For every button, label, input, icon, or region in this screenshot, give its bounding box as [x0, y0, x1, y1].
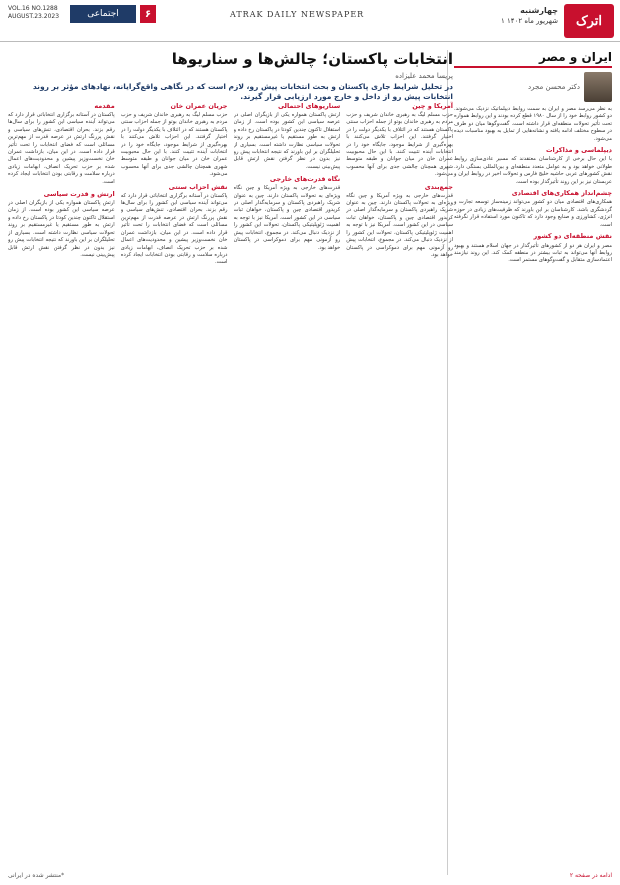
source-note: *منتشر شده در ایرانی [8, 872, 65, 879]
subhead: جمع‌بندی [424, 182, 453, 191]
author-row [454, 72, 612, 102]
volume-number: VOL.16 NO.1288 [8, 5, 58, 12]
subhead: نگاه قدرت‌های خارجی [269, 175, 341, 184]
column-text: پاکستان در آستانه برگزاری انتخاباتی قرار دارد که می‌تواند آینده سیاسی این کشور را برای سال‌ها رقم بزند. بحران اقتصادی، تنش‌های سیاسی و نقش پررنگ ارتش در عرصه قدرت از مهم‌ترین مسائلی است که فضای انتخابات را تحت تأثیر قرار داده است. در این میان، بازداشت عمران خان نخست‌وزیر پیشین و محدودیت‌های اعمال شده بر حزب تحریک انصاف، ابهامات زیادی درباره سلامت و رقابتی بودن انتخابات ایجاد کرده است. [120, 192, 228, 266]
column-title: ایران و مصر [454, 50, 612, 68]
day-line: چهارشنبه [520, 6, 558, 15]
continued-note: ادامه در صفحه ۲ [569, 872, 612, 879]
subhead: سناریوهای احتمالی [277, 102, 341, 110]
page-header [0, 0, 620, 42]
column-text: حزب مسلم لیگ به رهبری خاندان شریف و حزب مردم به رهبری خاندان بوتو از جمله احزاب سنتی پاکستان هستند که در ائتلاف با یکدیگر دولت را در اختیار گرفتند. این احزاب تلاش می‌کنند با بهره‌گیری از شرایط موجود، جایگاه خود را در انتخابات آینده تثبیت کنند. با این حال محبوبیت عمران خان در میان جوانان و طبقه متوسط شهری همچنان چالشی جدی برای آنها محسوب می‌شود. [120, 112, 228, 178]
article-column-4 [346, 98, 453, 873]
article-column-1 [8, 98, 115, 873]
volume-info [8, 5, 59, 21]
article-author: پریسا محمد علیزاده [395, 72, 453, 80]
logo-text: اترک [575, 13, 603, 29]
article-title: انتخابات پاکستان؛ چالش‌ها و سناریوها [171, 50, 453, 68]
subhead: جریان عمران خان [170, 102, 228, 110]
article-columns [8, 98, 453, 873]
author-photo [584, 72, 612, 102]
subhead: ارتش و قدرت سیاسی [43, 190, 115, 199]
paragraph: به نظر می‌رسد مصر و ایران به سمت روابط دیپلماتیک نزدیک می‌شوند. دو کشور روابط خود را از سال ۱۹۸۰ قطع کرده بودند و این روابط همواره تحت تأثیر تحولات منطقه‌ای قرار داشته است. گفت‌وگوها میان دو طرف در سطوح مختلف ادامه یافته و نشانه‌هایی از تمایل به بهبود مناسبات دیده می‌شود. [454, 106, 612, 142]
paragraph: مصر و ایران هر دو از کشورهای تأثیرگذار در جهان اسلام هستند و بهبود روابط آنها می‌تواند به ثبات بیشتر در منطقه کمک کند. این روند نیازمند اعتمادسازی متقابل و گفت‌وگوهای مستمر است. [454, 242, 612, 264]
newspaper-logo [564, 4, 614, 38]
paragraph: همکاری‌های اقتصادی میان دو کشور می‌تواند زمینه‌ساز توسعه تجارت و گردشگری باشد. کارشناسان بر این باورند که ظرفیت‌های زیادی در حوزه انرژی، کشاورزی و صنایع وجود دارد که تاکنون مورد استفاده قرار نگرفته است. [454, 199, 612, 228]
article-column-2 [121, 98, 228, 873]
issue-date [501, 6, 558, 26]
subhead: آمریکا و چین [412, 102, 453, 110]
date-fa: ۱ شهریور ماه ۱۴۰۲ [501, 17, 558, 25]
subhead: مقدمه [94, 102, 115, 110]
masthead-english: ATRAK DAILY NEWSPAPER [230, 10, 365, 19]
article-column-3 [234, 98, 341, 873]
subhead: دیپلماسی و مذاکرات [545, 146, 612, 155]
section-label: اجتماعی [70, 5, 136, 23]
iran-egypt-column [454, 50, 612, 880]
subhead: نقش منطقه‌ای دو کشور [533, 232, 612, 241]
column-body [454, 106, 612, 265]
subhead: چشم‌انداز همکاری‌های اقتصادی [511, 189, 612, 198]
column-text: پاکستان در آستانه برگزاری انتخاباتی قرار دارد که می‌تواند آینده سیاسی این کشور را برای سال‌ها رقم بزند. بحران اقتصادی، تنش‌های سیاسی و نقش پررنگ ارتش در عرصه قدرت از مهم‌ترین مسائلی است که فضای انتخابات را تحت تأثیر قرار داده است. در این میان، بازداشت عمران خان نخست‌وزیر پیشین و محدودیت‌های اعمال شده بر حزب تحریک انصاف، ابهامات زیادی درباره سلامت و رقابتی بودن انتخابات ایجاد کرده است. [8, 112, 115, 185]
column-text: قدرت‌های خارجی به ویژه آمریکا و چین نگاه ویژه‌ای به تحولات پاکستان دارند. چین به عنوان شریک راهبردی پاکستان و سرمایه‌گذار اصلی در کریدور اقتصادی چین و پاکستان، خواهان ثبات سیاسی در این کشور است. آمریکا نیز با توجه به اهمیت ژئوپلیتیکی پاکستان، تحولات این کشور را از نزدیک دنبال می‌کند. در مجموع، انتخابات پیش رو آزمونی مهم برای دموکراسی در پاکستان خواهد بود. [346, 192, 453, 258]
paragraph: با این حال برخی از کارشناسان معتقدند که مسیر عادی‌سازی روابط طولانی خواهد بود و به عوامل متعدد منطقه‌ای و بین‌المللی بستگی دارد. نقش کشورهای عربی حاشیه خلیج فارس و تحولات اخیر در روابط ایران و عربستان نیز بر این روند تأثیرگذار بوده است. [454, 156, 612, 185]
subhead: نقش احزاب سنتی [168, 182, 228, 191]
author-name: دکتر محسن مجرد [528, 83, 580, 91]
date-en: AUGUST.23.2023 [8, 13, 60, 20]
main-article [8, 50, 453, 880]
column-text: ارتش پاکستان همواره یکی از بازیگران اصلی در عرصه سیاسی این کشور بوده است. از زمان استقلال تاکنون چندین کودتا در پاکستان رخ داده و ارتش به طور مستقیم یا غیرمستقیم بر روند تحولات سیاسی نظارت داشته است. بسیاری از تحلیلگران بر این باورند که نتیجه انتخابات پیش رو نیز بدون در نظر گرفتن نقش ارتش قابل پیش‌بینی نیست. [8, 200, 115, 258]
page-number: ۶ [140, 5, 156, 23]
article-lead: در تحلیل شرایط جاری پاکستان و بحث انتخابات پیش رو، لازم است که در نگاهی واقع‌گرایانه، نهادهای مؤثر بر روند انتخابات پیش رو از داخل و خارج مورد ارزیابی قرار گیرند. [32, 82, 453, 101]
column-text: ارتش پاکستان همواره یکی از بازیگران اصلی در عرصه سیاسی این کشور بوده است. از زمان استقلال تاکنون چندین کودتا در پاکستان رخ داده و ارتش به طور مستقیم یا غیرمستقیم بر روند تحولات سیاسی نظارت داشته است. بسیاری از تحلیلگران بر این باورند که نتیجه انتخابات پیش رو نیز بدون در نظر گرفتن نقش ارتش قابل پیش‌بینی نیست. [233, 112, 341, 170]
column-text: حزب مسلم لیگ به رهبری خاندان شریف و حزب مردم به رهبری خاندان بوتو از جمله احزاب سنتی پاکستان هستند که در ائتلاف با یکدیگر دولت را در اختیار گرفتند. این احزاب تلاش می‌کنند با بهره‌گیری از شرایط موجود، جایگاه خود را در انتخابات آینده تثبیت کنند. با این حال محبوبیت عمران خان در میان جوانان و طبقه متوسط شهری همچنان چالشی جدی برای آنها محسوب می‌شود. [346, 112, 453, 178]
column-text: قدرت‌های خارجی به ویژه آمریکا و چین نگاه ویژه‌ای به تحولات پاکستان دارند. چین به عنوان شریک راهبردی پاکستان و سرمایه‌گذار اصلی در کریدور اقتصادی چین و پاکستان، خواهان ثبات سیاسی در این کشور است. آمریکا نیز با توجه به اهمیت ژئوپلیتیکی پاکستان، تحولات این کشور را از نزدیک دنبال می‌کند. در مجموع، انتخابات پیش رو آزمونی مهم برای دموکراسی در پاکستان خواهد بود. [233, 185, 341, 251]
